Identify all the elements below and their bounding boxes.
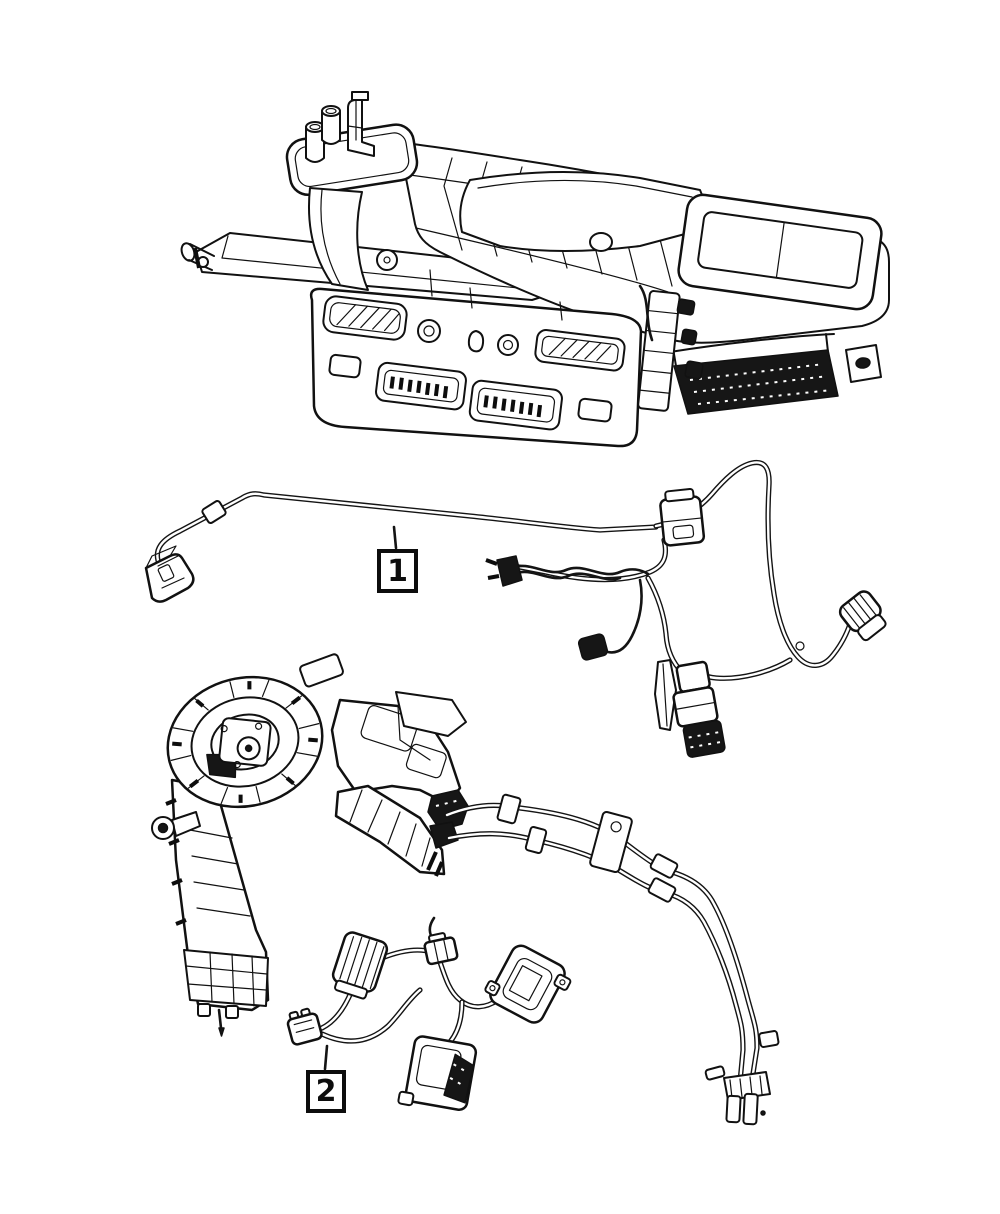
harness1-twisted-branch [486,556,648,586]
hvac-housing-assembly-illustration [179,92,889,446]
harness2-left-connector [285,1007,322,1046]
ribbed-duct [336,786,444,876]
harness2-right-module [482,939,576,1029]
callout-2-leader [325,1046,327,1069]
callout-1-label: 1 [387,553,408,589]
callout-1-leader [394,527,396,548]
callout-2-label: 2 [315,1074,337,1109]
harness1-bottom-connectors [578,633,726,759]
harness1-left-connector [146,546,193,602]
harness2-top-connector [423,931,458,965]
harness2-bottom-module [398,1034,477,1115]
harness1-mid-connector [659,488,704,546]
harness2-ribbed-connector [329,930,389,1001]
mounting-bracket-tab [846,345,881,382]
callout-2-box[interactable] [306,1070,346,1113]
right-housing [332,692,466,804]
callout-1-box[interactable] [377,549,418,593]
tubes [447,794,779,1124]
